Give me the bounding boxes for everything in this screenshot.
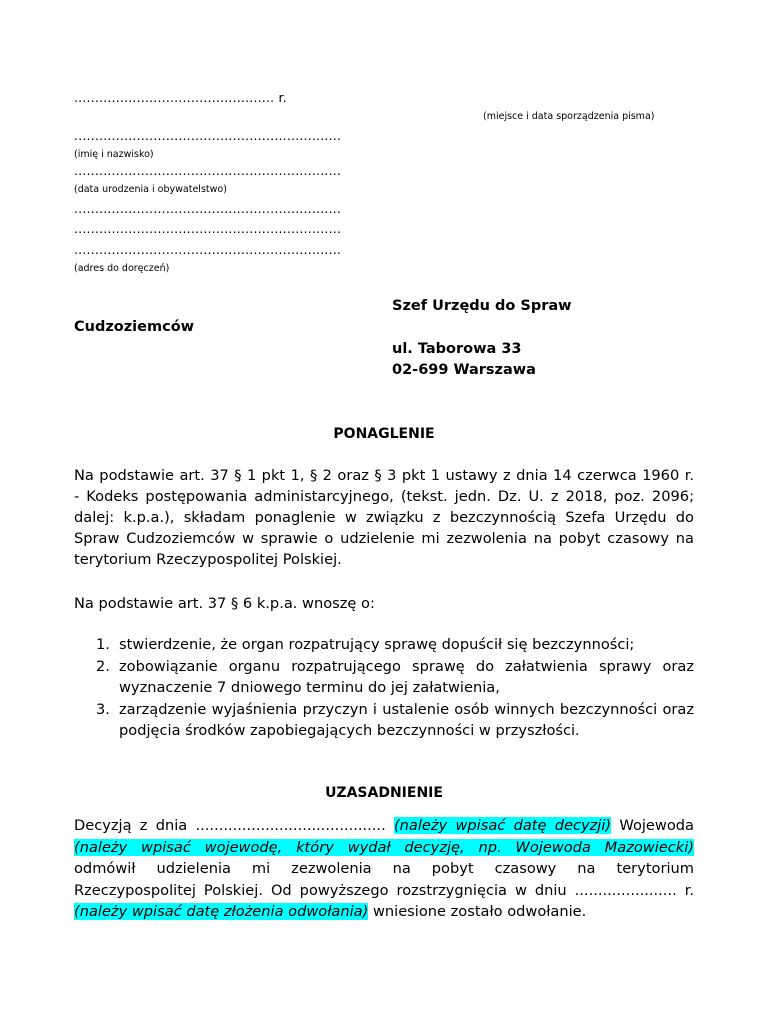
intro-paragraph xyxy=(74,465,694,570)
intro-line: Spraw Cudzoziemców w sprawie o udzielenie mi zezwolenia na pobyt czasowy na xyxy=(74,530,694,547)
justification-paragraph xyxy=(74,815,694,923)
justification-text: Decyzją z dnia ......................................... xyxy=(74,817,394,834)
intro-line: - Kodeks postępowania administarcyjnego, (tekst. jedn. Dz. U. z 2018, poz. 2096; xyxy=(74,488,694,505)
justification-line xyxy=(74,837,694,859)
list-text: stwierdzenie, że organ rozpatrujący sprawę dopuścił się bezczynności; xyxy=(119,636,635,653)
birth-line: ................................................................ xyxy=(74,163,342,178)
request-intro: Na podstawie art. 37 § 6 k.p.a. wnoszę o: xyxy=(74,595,375,612)
recipient-city: 02-699 Warszawa xyxy=(392,362,536,378)
name-caption: (imię i nazwisko) xyxy=(74,149,154,160)
recipient-line1: Szef Urzędu do Spraw xyxy=(392,298,572,314)
justification-line: odmówił udzielenia mi zezwolenia na pobyt czasowy na terytorium xyxy=(74,860,694,877)
intro-line: Na podstawie art. 37 § 1 pkt 1, § 2 oraz § 3 pkt 1 ustawy z dnia 14 czerwca 1960 r. xyxy=(74,467,694,484)
place-date-line: ................................................ r. xyxy=(74,90,287,105)
address-line: ................................................................ xyxy=(74,221,342,236)
justification-line xyxy=(74,815,694,837)
address-line: ................................................................ xyxy=(74,201,342,216)
recipient-line2: Cudzoziemców xyxy=(74,319,195,335)
justification-text: wniesione zostało odwołanie. xyxy=(368,903,587,920)
name-line: ................................................................ xyxy=(74,128,342,143)
address-caption: (adres do doręczeń) xyxy=(74,263,170,274)
list-number: 1. xyxy=(96,636,110,653)
place-date-caption: (miejsce i data sporządzenia pisma) xyxy=(483,111,655,122)
hint-highlight: (należy wpisać wojewodę, który wydał decyzję, np. Wojewoda Mazowiecki) xyxy=(74,838,694,856)
list-text: zobowiązanie organu rozpatrującego sprawę do załatwienia sprawy oraz wyznaczenie 7 dniowego terminu do jej załatwienia, xyxy=(119,657,694,696)
list-item xyxy=(74,634,694,656)
justification-line xyxy=(74,901,694,923)
list-number: 2. xyxy=(96,657,110,675)
list-number: 3. xyxy=(96,700,110,718)
recipient-street: ul. Taborowa 33 xyxy=(392,341,522,357)
birth-caption: (data urodzenia i obywatelstwo) xyxy=(74,184,227,195)
justification-line: Rzeczypospolitej Polskiej. Od powyższego rozstrzygnięcia w dniu ...................... r. xyxy=(74,881,694,899)
list-text: zarządzenie wyjaśnienia przyczyn i ustalenie osób winnych bezczynności oraz podjęcia środków zapobiegających bezczynności w przyszłości. xyxy=(119,700,694,739)
hint-highlight: (należy wpisać datę decyzji) xyxy=(393,817,612,834)
list-item xyxy=(74,656,694,699)
list-item xyxy=(74,699,694,742)
request-list xyxy=(74,634,694,742)
hint-highlight: (należy wpisać datę złożenia odwołania) xyxy=(74,903,369,920)
justification-text: Wojewoda xyxy=(611,817,694,834)
intro-line: dalej: k.p.a.), składam ponaglenie w związku z bezczynnością Szefa Urzędu do xyxy=(74,509,694,526)
document-title: PONAGLENIE xyxy=(333,426,435,442)
justification-title: UZASADNIENIE xyxy=(325,785,443,801)
intro-line: terytorium Rzeczypospolitej Polskiej. xyxy=(74,551,342,568)
address-line: ................................................................ xyxy=(74,242,342,257)
